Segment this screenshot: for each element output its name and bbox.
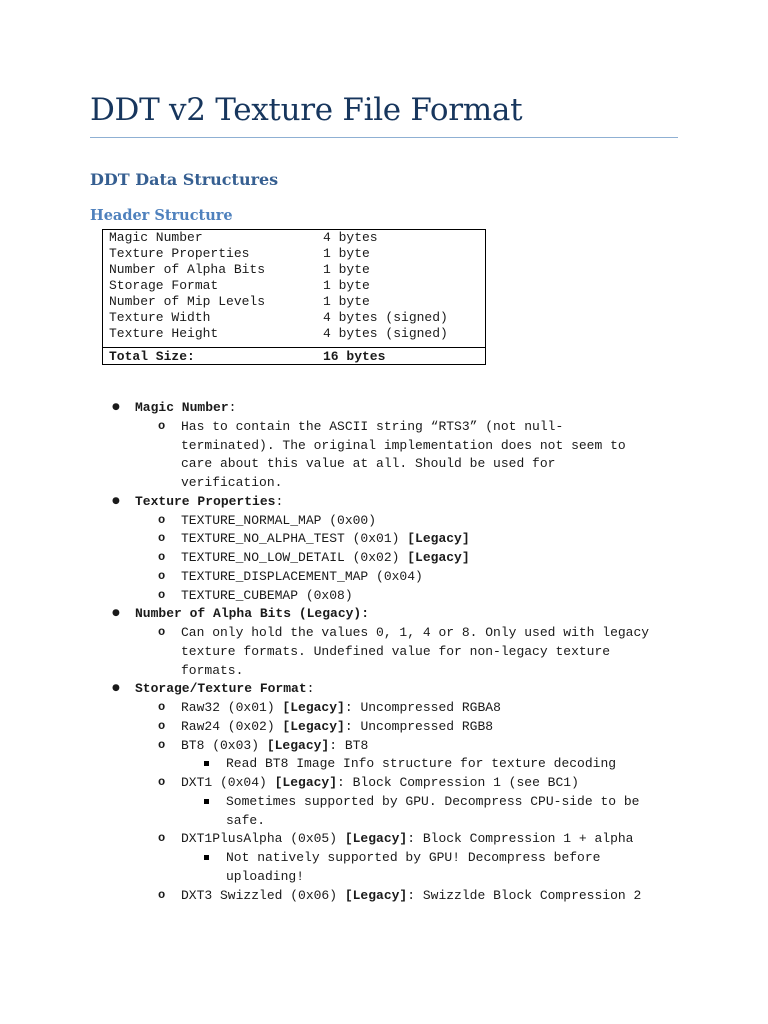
list-item-line [181,454,555,473]
list-item-line [181,829,634,848]
sub-bullet-marker: o [158,625,166,639]
list-item-line [181,623,649,642]
list-item-line [135,492,283,511]
bullet-marker: ● [112,402,120,412]
text-segment: DXT1PlusAlpha (0x05) [181,831,345,847]
text-segment: Raw32 (0x01) [181,700,283,715]
text-segment: [Legacy] [344,887,408,903]
subsection-heading: Header Structure [90,207,233,224]
total-label: Total Size: [109,349,195,364]
list-item-line [181,473,282,492]
text-segment: uploading! [226,868,305,884]
list-item-line [181,736,368,755]
field-name: Number of Mip Levels [109,294,266,309]
text-segment: texture formats. Undefined value for non-legacy texture [181,643,611,659]
text-segment: TEXTURE_NO_ALPHA_TEST (0x01) [181,531,408,547]
text-segment: Not natively supported by GPU! Decompress before [226,850,601,865]
list-item-line [135,398,236,417]
list-item-line [226,754,616,773]
field-name: Texture Properties [109,246,250,261]
list-item-line [181,567,423,586]
text-segment: : [228,400,237,415]
field-size: 1 byte [323,246,370,261]
text-segment: Number of Alpha Bits (Legacy) [135,606,362,622]
sub-bullet-marker: o [158,718,166,733]
text-segment: Read BT8 Image Info structure for texture decoding [226,756,617,772]
text-segment: TEXTURE_NO_LOW_DETAIL (0x02) [181,550,408,565]
list-item-line [181,642,610,661]
text-segment: terminated). The original implementation does not seem to [181,437,626,453]
field-name: Texture Width [109,310,211,325]
list-item-line [226,792,639,811]
text-segment: : Uncompressed RGBA8 [344,700,501,715]
text-segment: [Legacy] [407,531,470,547]
text-segment: [Legacy] [344,831,408,847]
header-structure-table [102,229,486,365]
text-segment: safe. [226,812,266,828]
list-item-line [181,417,563,436]
text-segment: : Uncompressed RGB8 [344,718,494,734]
sub-bullet-marker: o [158,700,166,714]
text-segment: verification. [181,475,283,490]
text-segment: : Block Compression 1 + alpha [407,831,634,847]
field-name: Storage Format [109,278,219,293]
list-item-line [181,886,641,905]
list-item-line [181,717,493,736]
field-size: 1 byte [323,294,370,309]
list-item-line [226,848,600,867]
text-segment: DXT3 Swizzled (0x06) [181,887,345,903]
text-segment: TEXTURE_DISPLACEMENT_MAP (0x04) [181,568,423,584]
page-title: DDT v2 Texture File Format [90,92,523,128]
field-size: 4 bytes (signed) [323,310,448,325]
field-size: 4 bytes (signed) [323,326,448,341]
text-segment: Raw24 (0x02) [181,718,283,734]
bullet-marker: ● [112,683,120,694]
square-bullet-marker [204,799,209,804]
sub-bullet-marker: o [158,831,166,846]
text-segment: Sometimes supported by GPU. Decompress CPU-side to be [226,793,640,809]
text-segment: : [361,606,370,622]
list-item-line [226,811,265,830]
sub-bullet-marker: o [158,568,166,583]
text-segment: TEXTURE_CUBEMAP (0x08) [181,587,353,603]
text-segment: Can only hold the values 0, 1, 4 or 8. Only used with legacy [181,625,650,640]
list-item-line [181,698,501,717]
text-segment: : [306,681,315,697]
text-segment: care about this value at all. Should be used for [181,456,556,472]
table-divider [103,347,485,348]
text-segment: : Swizzlde Block Compression 2 [407,887,642,903]
sub-bullet-marker: o [158,587,166,602]
list-item-line [181,773,579,792]
bullet-marker: ● [112,608,120,619]
field-size: 1 byte [323,278,370,293]
field-name: Texture Height [109,326,219,341]
text-segment: TEXTURE_NORMAL_MAP (0x00) [181,512,377,528]
text-segment: Storage/Texture Format [135,681,307,697]
text-segment: [Legacy] [266,737,330,753]
sub-bullet-marker: o [158,775,166,789]
square-bullet-marker [204,855,209,860]
sub-bullet-marker: o [158,512,166,527]
list-item-line [181,511,376,530]
text-segment: : [275,493,284,509]
list-item-line [181,436,626,455]
field-size: 4 bytes [323,230,378,245]
text-segment: [Legacy] [282,718,345,734]
field-name: Magic Number [109,230,203,245]
text-segment: : BT8 [329,737,369,753]
list-item-line [181,529,470,548]
text-segment: : Block Compression 1 (see BC1) [337,775,579,790]
text-segment: DXT1 (0x04) [181,775,275,790]
sub-bullet-marker: o [158,550,166,564]
list-item-line [181,586,353,605]
field-name: Number of Alpha Bits [109,262,266,277]
sub-bullet-marker: o [158,418,166,433]
bullet-marker: ● [112,495,120,506]
square-bullet-marker [204,761,209,766]
list-item-line [181,661,243,680]
text-segment: Has to contain the ASCII string “RTS3” (not null- [181,418,564,434]
text-segment: Magic Number [135,400,229,415]
section-heading: DDT Data Structures [90,170,279,189]
text-segment: [Legacy] [407,550,470,565]
list-item-line [181,548,470,567]
text-segment: formats. [181,662,244,678]
total-value: 16 bytes [323,349,386,364]
field-size: 1 byte [323,262,370,277]
sub-bullet-marker: o [158,531,166,546]
text-segment: [Legacy] [274,775,338,790]
list-item-line [135,604,369,623]
sub-bullet-marker: o [158,887,166,902]
title-underline [90,137,678,138]
text-segment: [Legacy] [282,700,345,715]
text-segment: BT8 (0x03) [181,737,267,753]
sub-bullet-marker: o [158,737,166,752]
text-segment: Texture Properties [135,493,276,509]
list-item-line [135,679,314,698]
list-item-line [226,867,304,886]
